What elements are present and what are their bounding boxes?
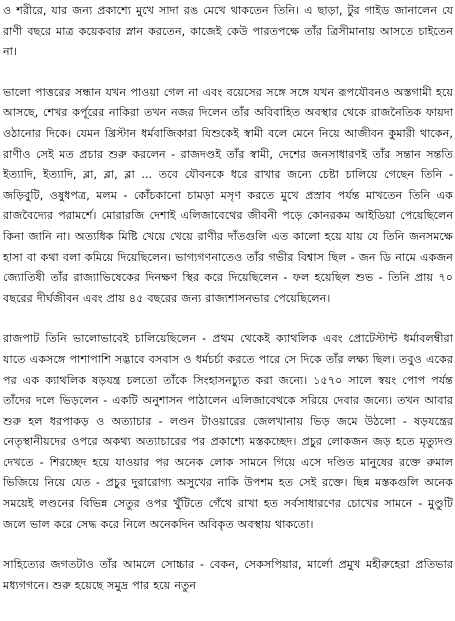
paragraph-3: রাজপাট তিনি ভালোভাবেই চালিয়েছিলেন - প্রথম থেকেই ক্যাথলিক এবং প্রোটেস্টান্ট ধর্মাবলম্বীরা যাতে একসঙ্গে পাশাপাশি সদ্ভাবে বসবাস ও ধর্মচর্চা করতে পারে সে দিকে তাঁর লক্ষ্য ছিল। তবুও একের পর এক ক্যাথলিক ষড়যন্ত্র চলতো তাঁকে সিংহাসনচ্যুত করা জন্যে। ১৫৭০ সালে স্বয়ং পোপ পর্যন্ত তাঁদের দলে ভিড়লেন - একটি অনুশাসন পাঠালেন এলিজাবেথকে সরিয়ে দেবার জন্যে। তখন আবার শুরু হল ধরপাকড় ও অত্যাচার - লণ্ডন টাওয়ারের জেলখানায় ভিড় জমে উঠলো - ষড়যন্ত্রের নেতৃস্থানীয়দের ওপরে অকথ্য অত্যাচারের পর প্রকাশ্যে মস্তকচ্ছেদ। প্রচুর লোকজন জড় হতে মৃত্যুদণ্ড দেখতে - শিরচ্ছেদ হয়ে যাওয়ার পর অনেক লোক সামনে গিয়ে এসে দণ্ডিত মানুষের রক্তে রুমাল ভিজিয়ে নিয়ে যেত - প্রচুর দুরারোগ্য অসুখের নাকি উপশম হত সেই রক্তে। ছিন্ন মস্তকগুলি অনেক সময়েই লণ্ডনের বিভিন্ন সেতুর ওপর খুঁটিতে গেঁথে রাখা হত সর্বসাধারণের চোখের সামনে - মুণ্ডুটি জলে ভাল করে সেদ্ধ করে নিলে অনেকদিন অবিকৃত অবস্থায় থাকতো। xyxy=(3,332,453,531)
paragraph-4: সাহিত্যের জগতটাও তাঁর আমলে সোচ্চার - বেকন, সেকসপিয়ার, মার্লো প্রমুখ মহীরুহেরা প্রতিভার মধ্যগগনে। শুরু হয়েছে সমুদ্র পার হয়ে নতুন xyxy=(3,558,453,592)
paragraph-1: ও শরীরে, যার জন্য প্রকাশ্যে মুখে সাদা রঙ মেখে থাকতেন তিনি। এ ছাড়া, টুর গাইড জানালেন যে রাণী বছরে মাত্র কয়েকবার স্নান করতেন, কাজেই কেউ পারতপক্ষে তাঁর ত্রিসীমানায় আসতে চাইতেন না। xyxy=(3,4,453,59)
paragraph-2: ভালো পাত্তরের সন্ধান যখন পাওয়া গেল না এবং বয়েসের সঙ্গে সঙ্গে যখন রূপযৌবনও অস্তগামী হয়ে আসছে, শেখর কর্পূরের নাকিরা তখন নজর দিলেন তাঁর অবিবাহিত অবস্থার থেকে রাজনৈতিক ফায়দা ওঠানোর দিকে। যেমন খ্রিস্টান ধর্মবাজিকারা যিশুকেই স্বামী বলে মেনে নিয়ে আজীবন কুমারী থাকেন, রাণীও সেই মত প্রচার শুরু করলেন - রাজদণ্ডই তাঁর স্বামী, দেশের জনসাধারণই তাঁর সন্তান সন্ততি ইত্যাদি, ইত্যাদি, ব্লা, ব্লা, ব্লা ... তবে যৌবনকে ধরে রাখার জন্যে চেষ্টা চালিয়ে গেছেন তিনি - জড়িবুটি, ওষুধপত্র, মলম - কোঁচকানো চামড়া মসৃণ করতে মুখে প্রস্রাব পর্যন্ত মাখতেন তিনি এক রাজবৈদ্যের পরামর্শে। মোরারজি দেশাই এলিজাবেথের জীবনী পড়ে কোনরকম আইডিয়া পেয়েছিলেন কিনা জানি না। অত্যধিক মিষ্টি খেয়ে খেয়ে রাণীর দাঁতগুলি এত কালো হয়ে যায় যে তিনি জনসমক্ষে হাসা বা কথা বলা কমিয়ে দিয়েছিলেন। ভাগ্যগণনাতেও তাঁর গভীর বিশ্বাস ছিল - জন ডি নামে একজন জ্যোতিষী তাঁর রাজ্যাভিষেকের দিনক্ষণ স্থির করে দিয়েছিলেন - ফল হয়েছিল শুভ - তিনি প্রায় ৭০ বছরের দীর্ঘজীবন এবং প্রায় ৪৫ বছরের জন্য রাজ্যশাসনভার পেয়েছিলেন। xyxy=(3,85,453,305)
